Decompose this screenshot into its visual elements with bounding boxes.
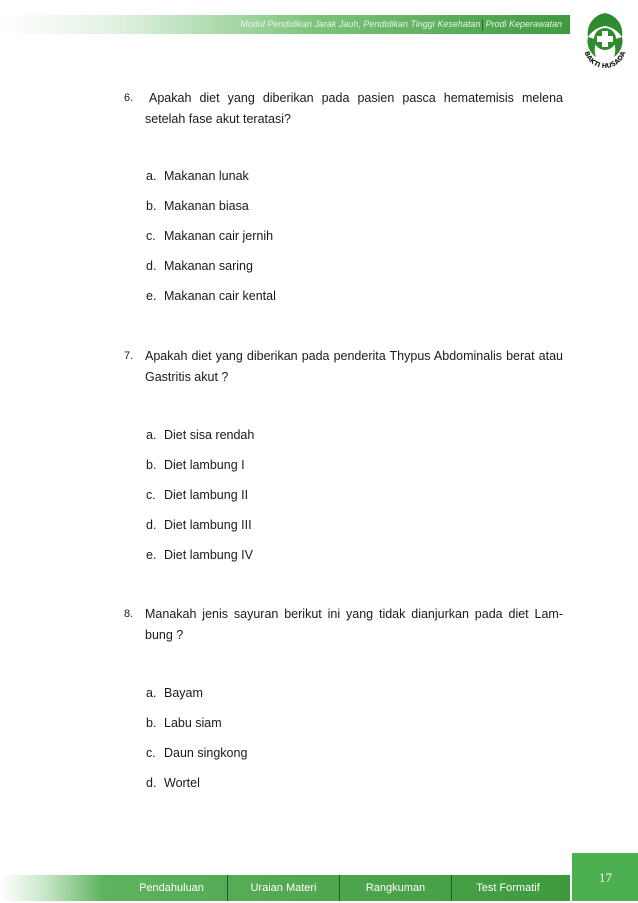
option-7e[interactable] <box>146 547 253 563</box>
header-module-title: Modul Pendidikan Jarak Jauh, Pendidikan Tinggi Kesehatan <box>240 19 481 29</box>
option-letter: d. <box>146 776 157 790</box>
option-6a[interactable] <box>146 168 249 184</box>
option-text: Bayam <box>164 686 203 700</box>
logo-text: BAKTI HUSADA <box>582 50 628 71</box>
option-8b[interactable] <box>146 715 222 731</box>
footer-nav <box>116 875 564 901</box>
question-6 <box>124 88 563 130</box>
option-text: Labu siam <box>164 716 222 730</box>
option-text: Daun singkong <box>164 746 248 760</box>
page-number-box <box>572 853 638 901</box>
option-text: Wortel <box>164 776 200 790</box>
nav-test-formatif[interactable]: Test Formatif <box>476 882 540 894</box>
option-text: Diet lambung I <box>164 458 245 472</box>
option-8c[interactable] <box>146 745 247 761</box>
option-8a[interactable] <box>146 685 203 701</box>
nav-rangkuman[interactable]: Rangkuman <box>340 875 452 901</box>
header-prodi: Prodi Keperawatan <box>485 19 562 29</box>
option-6b[interactable] <box>146 198 249 214</box>
question-7 <box>124 346 563 388</box>
header-text <box>240 17 562 32</box>
option-letter: b. <box>146 716 157 730</box>
option-text: Diet lambung III <box>164 518 252 532</box>
question-8 <box>124 604 563 646</box>
question-number: 8. <box>124 608 134 620</box>
nav-pendahuluan[interactable]: Pendahuluan <box>116 875 228 901</box>
option-text: Diet lambung II <box>164 488 249 502</box>
option-letter: a. <box>146 169 157 183</box>
option-letter: c. <box>146 229 156 243</box>
question-text: Apakah diet yang diberikan pada pasien pasca hematemisis melena setelah fase akut teratasi? <box>145 91 563 126</box>
option-letter: a. <box>146 686 157 700</box>
option-7c[interactable] <box>146 487 248 503</box>
option-8d[interactable] <box>146 775 200 791</box>
question-number: 6. <box>124 92 134 104</box>
question-text: Manakah jenis sayuran berikut ini yang tidak dianjurkan pada diet Lam-bung ? <box>145 607 563 642</box>
option-text: Makanan biasa <box>164 199 249 213</box>
option-7a[interactable] <box>146 427 254 443</box>
option-6e[interactable] <box>146 288 276 304</box>
option-6c[interactable] <box>146 228 273 244</box>
option-text: Makanan cair jernih <box>164 229 274 243</box>
option-7d[interactable] <box>146 517 252 533</box>
option-letter: b. <box>146 458 157 472</box>
option-text: Makanan saring <box>164 259 253 273</box>
option-6d[interactable] <box>146 258 253 274</box>
question-text: Apakah diet yang diberikan pada penderita Thypus Abdominalis berat atau Gastritis akut ? <box>145 349 563 384</box>
header-separator <box>482 19 483 31</box>
option-letter: a. <box>146 428 157 442</box>
option-letter: d. <box>146 259 157 273</box>
option-text: Diet sisa rendah <box>164 428 255 442</box>
svg-text:BAKTI HUSADA <box>583 50 628 70</box>
option-letter: e. <box>146 289 157 303</box>
page-number: 17 <box>599 870 612 885</box>
option-letter: b. <box>146 199 157 213</box>
option-letter: c. <box>146 488 156 502</box>
bakti-husada-logo <box>576 9 634 77</box>
option-text: Diet lambung IV <box>164 548 253 562</box>
nav-uraian-materi[interactable]: Uraian Materi <box>228 875 340 901</box>
option-text: Makanan lunak <box>164 169 249 183</box>
option-text: Makanan cair kental <box>164 289 276 303</box>
question-number: 7. <box>124 350 134 362</box>
option-7b[interactable] <box>146 457 245 473</box>
option-letter: e. <box>146 548 157 562</box>
option-letter: d. <box>146 518 157 532</box>
option-letter: c. <box>146 746 156 760</box>
